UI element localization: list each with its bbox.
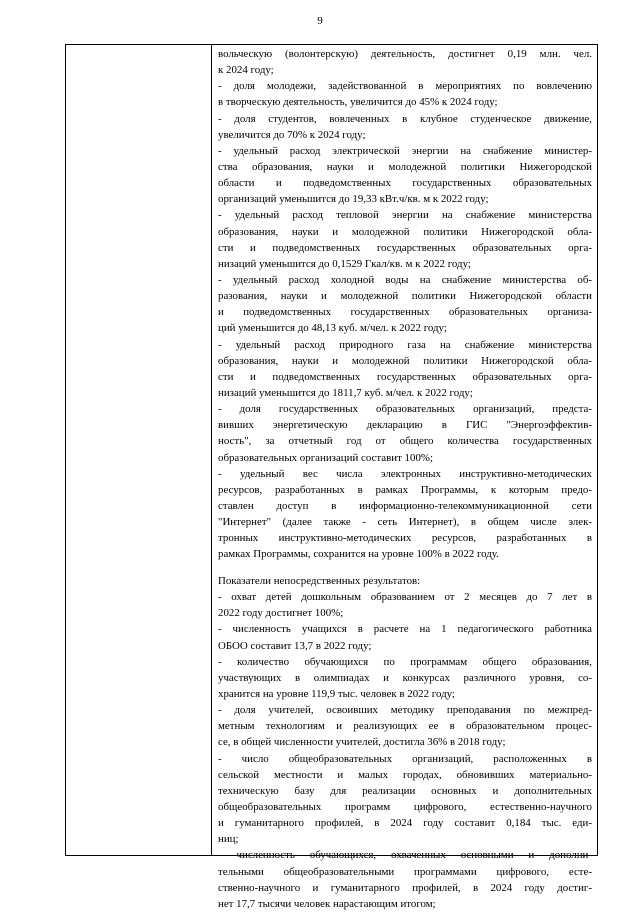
page-number: 9 xyxy=(317,15,323,27)
table-left-cell xyxy=(66,45,212,855)
text-line: 2022 году достигнет 100%; xyxy=(218,607,344,620)
text-line: техническую базу для реализации основных и дополнительных xyxy=(218,784,592,797)
text-line: ства образования, науки и молодежной политики Нижегородской xyxy=(218,160,592,173)
text-line: - удельный расход электрической энергии на снабжение министер- xyxy=(218,144,592,157)
text-line: увеличится до 70% к 2024 году; xyxy=(218,128,366,141)
text-line: - доля государственных образовательных организаций, предста- xyxy=(218,403,592,416)
text-line: ственно-научного и гуманитарного профилей, в 2024 году достиг- xyxy=(218,881,592,894)
text-line: рамках Программы, сохранится на уровне 100% в 2022 году. xyxy=(218,548,499,561)
text-line: ОБОО составит 13,7 в 2022 году; xyxy=(218,639,372,652)
text-line: образования, науки и молодежной политики Нижегородской обла- xyxy=(218,354,592,367)
text-line: - число общеобразовательных организаций, расположенных в xyxy=(218,752,592,765)
text-line: - удельный расход тепловой энергии на снабжение министерства xyxy=(218,209,592,222)
text-line: - удельный расход холодной воды на снабжение министерства об- xyxy=(218,273,592,286)
text-line: организаций уменьшится до 19,33 кВт.ч/кв. м к 2022 году; xyxy=(218,193,489,206)
text-line: общеобразовательных программ цифрового, естественно-научного xyxy=(218,800,592,813)
table-right-cell xyxy=(212,45,597,910)
indicators-block xyxy=(218,46,592,563)
direct-results-block xyxy=(218,573,592,912)
text-line: тронных инструктивно-методических ресурсов, разработанных в xyxy=(218,532,592,545)
text-line: ниц; xyxy=(218,833,239,846)
text-line: сти и подведомственных государственных образовательных орга- xyxy=(218,241,592,254)
text-line: - доля учителей, освоивших методику преподавания по межпред- xyxy=(218,704,592,717)
text-line: - доля студентов, вовлеченных в клубное студенческое движение, xyxy=(218,112,592,125)
text-line: и гуманитарного профилей, в 2024 году составит 0,184 тыс. еди- xyxy=(218,817,592,830)
text-line: - количество обучающихся по программам общего образования, xyxy=(218,655,592,668)
text-line: "Интернет" (далее также - сеть Интернет), в общем числе элек- xyxy=(218,516,592,529)
text-line: образовательных организаций составит 100%; xyxy=(218,451,433,464)
text-line: - охват детей дошкольным образованием от 2 месяцев до 7 лет в xyxy=(218,591,592,604)
text-line: - численность обучающихся, охваченных основными и дополни- xyxy=(218,849,592,862)
text-line: нет 17,7 тысячи человек нарастающим итогом; xyxy=(218,897,436,910)
text-line: хранится на уровне 119,9 тыс. человек в 2022 году; xyxy=(218,687,455,700)
text-line: Показатели непосредственных результатов: xyxy=(218,575,421,587)
text-line: сельской местности и малых городах, обновивших материально- xyxy=(218,768,592,781)
text-line: низаций уменьшится до 0,1529 Гкал/кв. м к 2022 году; xyxy=(218,257,471,270)
text-line: тельными общеобразовательными программами цифрового, есте- xyxy=(218,865,592,878)
text-line: низаций уменьшится до 1811,7 куб. м/чел. к 2022 году; xyxy=(218,386,473,399)
text-line: участвующих в олимпиадах и конкурсах различного уровня, со- xyxy=(218,671,592,684)
text-line: ций уменьшится до 48,13 куб. м/чел. к 2022 году; xyxy=(218,322,447,335)
text-line: - удельный расход природного газа на снабжение министерства xyxy=(218,338,592,351)
text-line: в творческую деятельность, увеличится до 45% к 2024 году; xyxy=(218,96,498,109)
document-table xyxy=(65,44,598,910)
text-line: - численность учащихся в расчете на 1 педагогического работника xyxy=(218,623,592,636)
text-line: - доля молодежи, задействованной в мероприятиях по вовлечению xyxy=(218,80,592,93)
text-line: метным технологиям и реализующих ее в образовательном процес- xyxy=(218,720,592,733)
text-line: к 2024 году; xyxy=(218,64,274,77)
text-line: сти и подведомственных государственных образовательных орга- xyxy=(218,370,592,383)
text-line: ставлен доступ в информационно-телекоммуникационной сети xyxy=(218,499,592,512)
paragraph-gap xyxy=(218,563,592,574)
text-line: ресурсов, разработанных в рамках Программы, к которым предо- xyxy=(218,483,592,496)
text-line: разования, науки и молодежной политики Нижегородской области xyxy=(218,290,592,303)
text-line: области и подведомственных государственных образовательных xyxy=(218,177,592,190)
text-line: вольческую (волонтерскую) деятельность, достигнет 0,19 млн. чел. xyxy=(218,48,592,60)
text-line: образования, науки и молодежной политики Нижегородской обла- xyxy=(218,225,592,238)
text-line: - удельный вес числа электронных инструктивно-методических xyxy=(218,467,592,480)
text-line: се, в общей численности учителей, достигла 36% в 2018 году; xyxy=(218,736,506,749)
text-line: и подведомственных государственных образовательных организа- xyxy=(218,306,592,319)
text-line: ность", за отчетный год от общего количества государственных xyxy=(218,435,592,448)
text-line: вивших энергетическую декларацию в ГИС "Энергоэффектив- xyxy=(218,419,592,432)
